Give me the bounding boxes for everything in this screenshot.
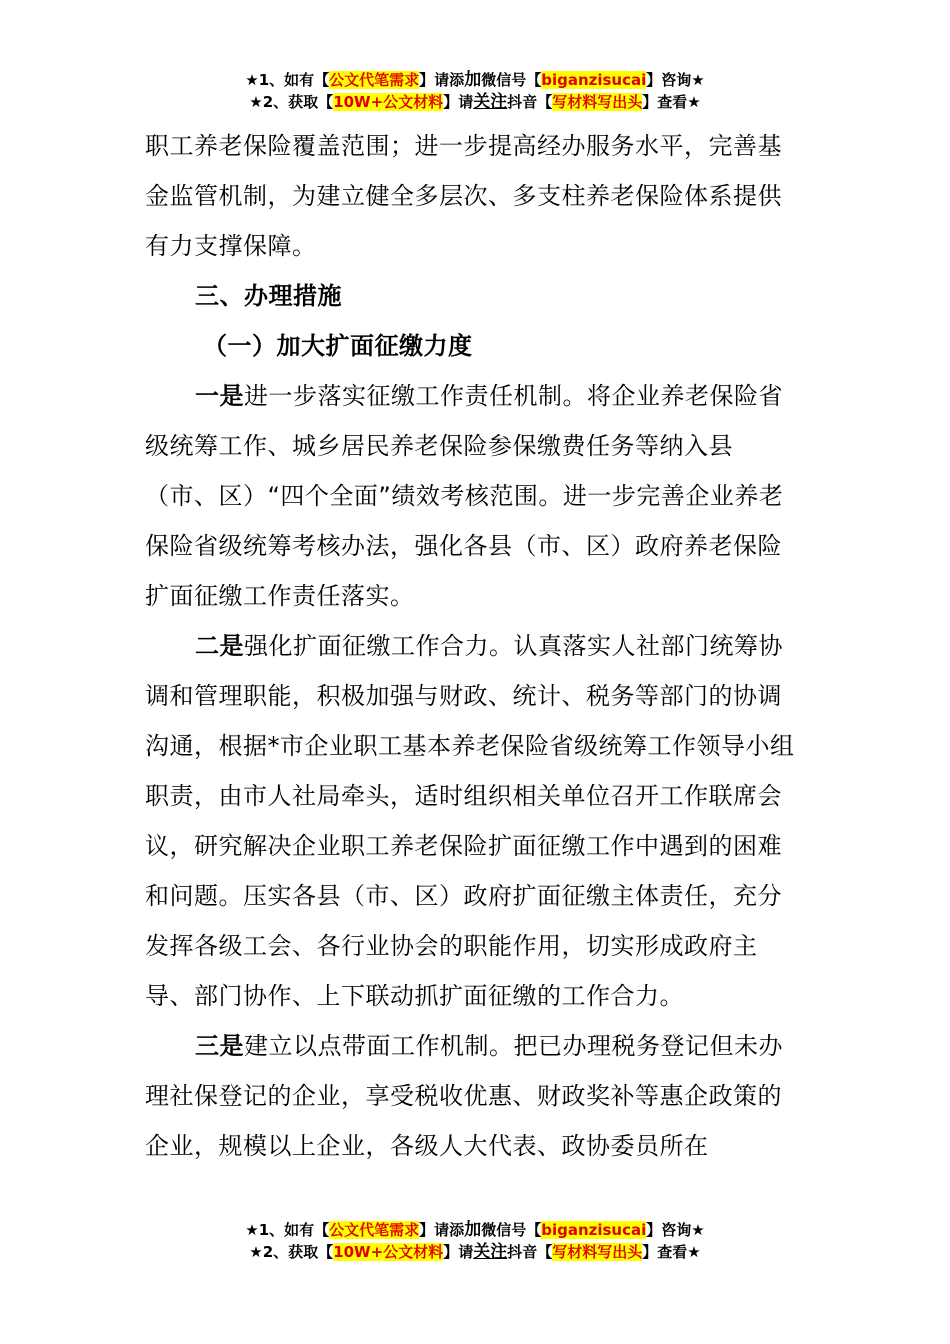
subsection-heading: （一）加大扩面征缴力度 (203, 332, 473, 360)
promo-wechat-id: biganzisucai (541, 71, 647, 89)
promo-text: 】请添 (419, 1221, 465, 1239)
paragraph-item-1 (145, 371, 805, 621)
promo-text: ★1、如有【 (245, 71, 330, 89)
promo-highlight: 公文代笔需求 (329, 1221, 420, 1239)
promo-line-2 (0, 1241, 950, 1263)
promo-douyin-id: 写材料写出头 (552, 1243, 643, 1261)
promo-highlight: 10W+公文材料 (333, 1243, 444, 1261)
item-text: 进一步落实征缴工作责任机制。将企业养老保险省级统筹工作、城乡居民养老保险参保缴费任务等纳入县（市、区）“四个全面”绩效考核范围。进一步完善企业养老保险省级统筹考核办法，强化各县（市、区）政府养老保险扩面征缴工作责任落实。 (145, 382, 784, 610)
promo-emphasis: 加 (464, 1220, 482, 1240)
paragraph-continued: 职工养老保险覆盖范围；进一步提高经办服务水平，完善基金监管机制，为建立健全多层次、多支柱养老保险体系提供有力支撑保障。 (145, 132, 782, 260)
promo-highlight: 公文代笔需求 (329, 71, 420, 89)
promo-text: 微信号【 (481, 71, 542, 89)
promo-text: 】请 (443, 1243, 474, 1261)
item-text: 建立以点带面工作机制。把已办理税务登记但未办理社保登记的企业，享受税收优惠、财政奖补等惠企政策的企业，规模以上企业，各级人大代表、政协委员所在 (145, 1032, 783, 1160)
promo-text: 】查看★ (642, 1243, 701, 1261)
promo-text: 】请 (443, 93, 474, 111)
promo-line-1 (0, 69, 950, 91)
promo-text: 】请添 (419, 71, 465, 89)
document-body (145, 121, 805, 1171)
promo-banner-bottom (0, 1219, 950, 1263)
promo-highlight: 10W+公文材料 (333, 93, 444, 111)
section-heading: 三、办理措施 (195, 282, 342, 310)
promo-emphasis: 关注 (473, 92, 508, 112)
item-lead: 三是 (195, 1032, 244, 1060)
paragraph-item-3 (145, 1021, 805, 1171)
item-lead: 一是 (195, 382, 244, 410)
promo-emphasis: 关注 (473, 1242, 508, 1262)
promo-text: 微信号【 (481, 1221, 542, 1239)
promo-text: 】咨询★ (646, 71, 705, 89)
promo-text: ★2、获取【 (249, 93, 334, 111)
promo-text: 抖音【 (507, 93, 553, 111)
promo-line-2 (0, 91, 950, 113)
promo-text: ★1、如有【 (245, 1221, 330, 1239)
promo-douyin-id: 写材料写出头 (552, 93, 643, 111)
promo-emphasis: 加 (464, 70, 482, 90)
paragraph-item-2 (145, 621, 805, 1021)
promo-text: ★2、获取【 (249, 1243, 334, 1261)
item-text: 强化扩面征缴工作合力。认真落实人社部门统筹协调和管理职能，积极加强与财政、统计、税务等部门的协调沟通，根据*市企业职工基本养老保险省级统筹工作领导小组职责，由市人社局牵头，适时组织相关单位召开工作联席会议，研究解决企业职工养老保险扩面征缴工作中遇到的困难和问题。压实各县（市、区）政府扩面征缴主体责任，充分发挥各级工会、各行业协会的职能作用，切实形成政府主导、部门协作、上下联动抓扩面征缴的工作合力。 (145, 632, 795, 1010)
promo-text: 】查看★ (642, 93, 701, 111)
promo-line-1 (0, 1219, 950, 1241)
promo-text: 抖音【 (507, 1243, 553, 1261)
promo-wechat-id: biganzisucai (541, 1221, 647, 1239)
promo-banner-top (0, 69, 950, 113)
promo-text: 】咨询★ (646, 1221, 705, 1239)
item-lead: 二是 (195, 632, 244, 660)
